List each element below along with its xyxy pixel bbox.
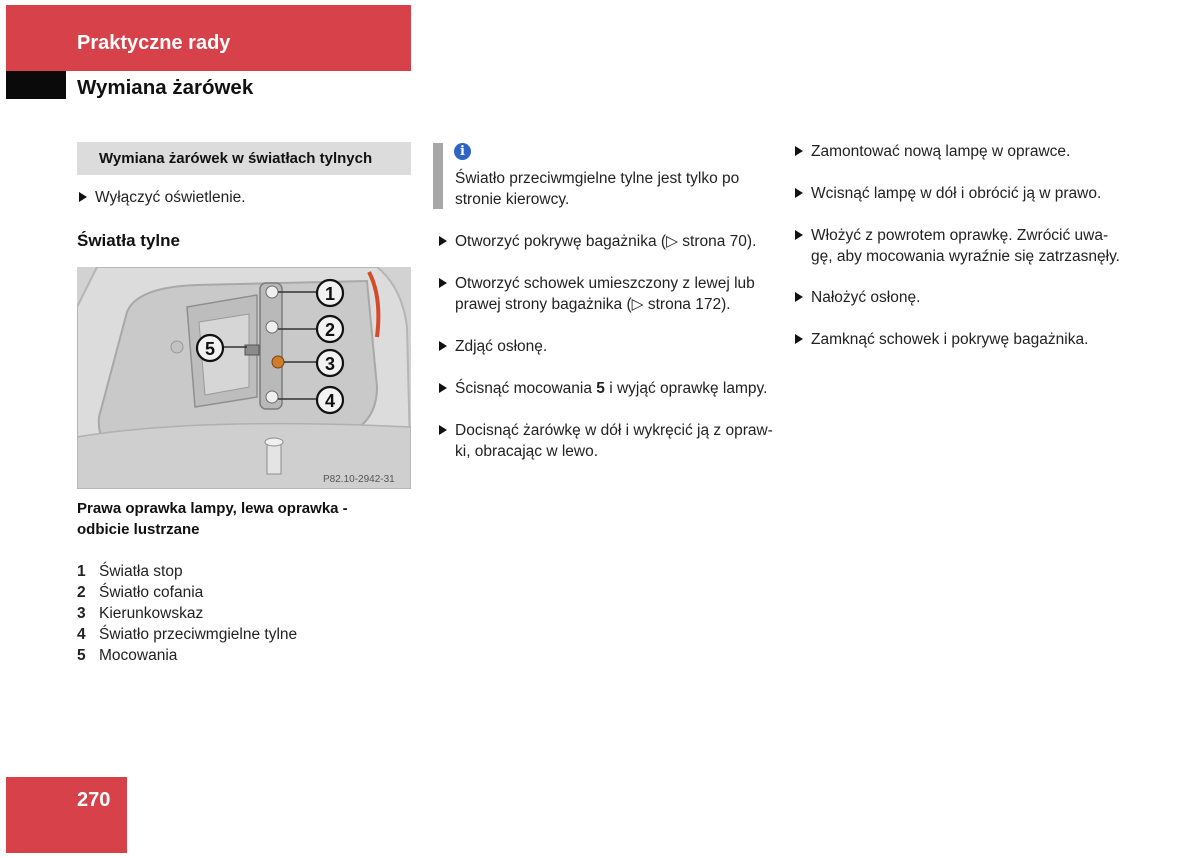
bullet-triangle-icon (795, 188, 803, 198)
svg-text:1: 1 (324, 284, 336, 304)
step-fit-cover: Nałożyć osłonę. (793, 287, 1171, 308)
bullet-triangle-icon (439, 278, 447, 288)
step-reinsert-holder: Włożyć z powrotem oprawkę. Zwrócić uwa- gę, aby mocowania wyraźnie się zatrzasnęły. (793, 225, 1171, 267)
legend-item: 1 Światła stop (77, 563, 183, 580)
legend-list (77, 561, 297, 666)
page-title: Wymiana żarówek (77, 76, 254, 99)
bullet-triangle-icon (795, 230, 803, 240)
step-unscrew-bulb: Docisnąć żarówkę w dół i wykręcić ją z opraw- ki, obracając w lewo. (437, 420, 795, 462)
legend-item: 4 Światło przeciwmgielne tylne (77, 626, 298, 643)
bullet-triangle-icon (795, 146, 803, 156)
figure-code: P82.10-2942-31 (323, 474, 395, 485)
step-open-trunk: Otworzyć pokrywę bagażnika (▷ strona 70). (437, 231, 795, 252)
info-icon: i (454, 143, 471, 160)
step-press-bulb: Wcisnąć lampę w dół i obrócić ją w prawo. (793, 183, 1171, 204)
step-remove-cover: Zdjąć osłonę. (437, 336, 547, 357)
bullet-triangle-icon (439, 341, 447, 351)
page-ref-arrow-icon: ▷ (666, 233, 678, 250)
callout-3 (317, 350, 343, 376)
section-title: Praktyczne rady (77, 32, 231, 54)
step-close-trunk: Zamknąć schowek i pokrywę bagażnika. (793, 329, 1171, 350)
tail-light-illustration (77, 267, 411, 489)
page-ref-arrow-icon: ▷ (631, 296, 644, 313)
svg-text:5: 5 (204, 339, 216, 359)
legend-item: 2 Światło cofania (77, 584, 204, 601)
bullet-triangle-icon (439, 383, 447, 393)
figure-caption: Prawa oprawka lampy, lewa oprawka - odbicie lustrzane (77, 500, 348, 538)
page-number: 270 (77, 789, 111, 811)
bullet-triangle-icon (795, 292, 803, 302)
step-squeeze-clips: Ścisnąć mocowania 5 i wyjąć oprawkę lampy. (437, 378, 795, 399)
section-box-title: Wymiana żarówek w światłach tylnych (77, 142, 411, 175)
svg-text:4: 4 (324, 391, 336, 411)
subheading-tail-lights: Światła tylne (77, 231, 180, 250)
callout-1 (317, 280, 343, 306)
callout-2 (317, 316, 343, 342)
callout-4 (317, 387, 343, 413)
step-switch-off-lights (77, 187, 246, 208)
note-bar (433, 143, 443, 209)
bullet-triangle-icon (79, 192, 87, 202)
lamp-holder-drawing (77, 267, 411, 489)
note-text: Światło przeciwmgielne tylne jest tylko po stronie kierowcy. (455, 170, 740, 208)
step-mount-bulb: Zamontować nową lampę w oprawce. (793, 141, 1171, 162)
bullet-triangle-icon (795, 334, 803, 344)
svg-text:2: 2 (324, 320, 336, 340)
callout-5 (197, 335, 223, 361)
step-text: Wyłączyć oświetlenie. (95, 189, 246, 206)
step-open-compartment: Otworzyć schowek umieszczony z lewej lub prawej strony bagażnika (▷ strona 172). (437, 273, 775, 315)
bullet-triangle-icon (439, 425, 447, 435)
header-black-tab (6, 71, 66, 99)
legend-item: 3 Kierunkowskaz (77, 605, 204, 622)
svg-text:3: 3 (324, 354, 336, 374)
bullet-triangle-icon (439, 236, 447, 246)
legend-item: 5 Mocowania (77, 647, 178, 664)
